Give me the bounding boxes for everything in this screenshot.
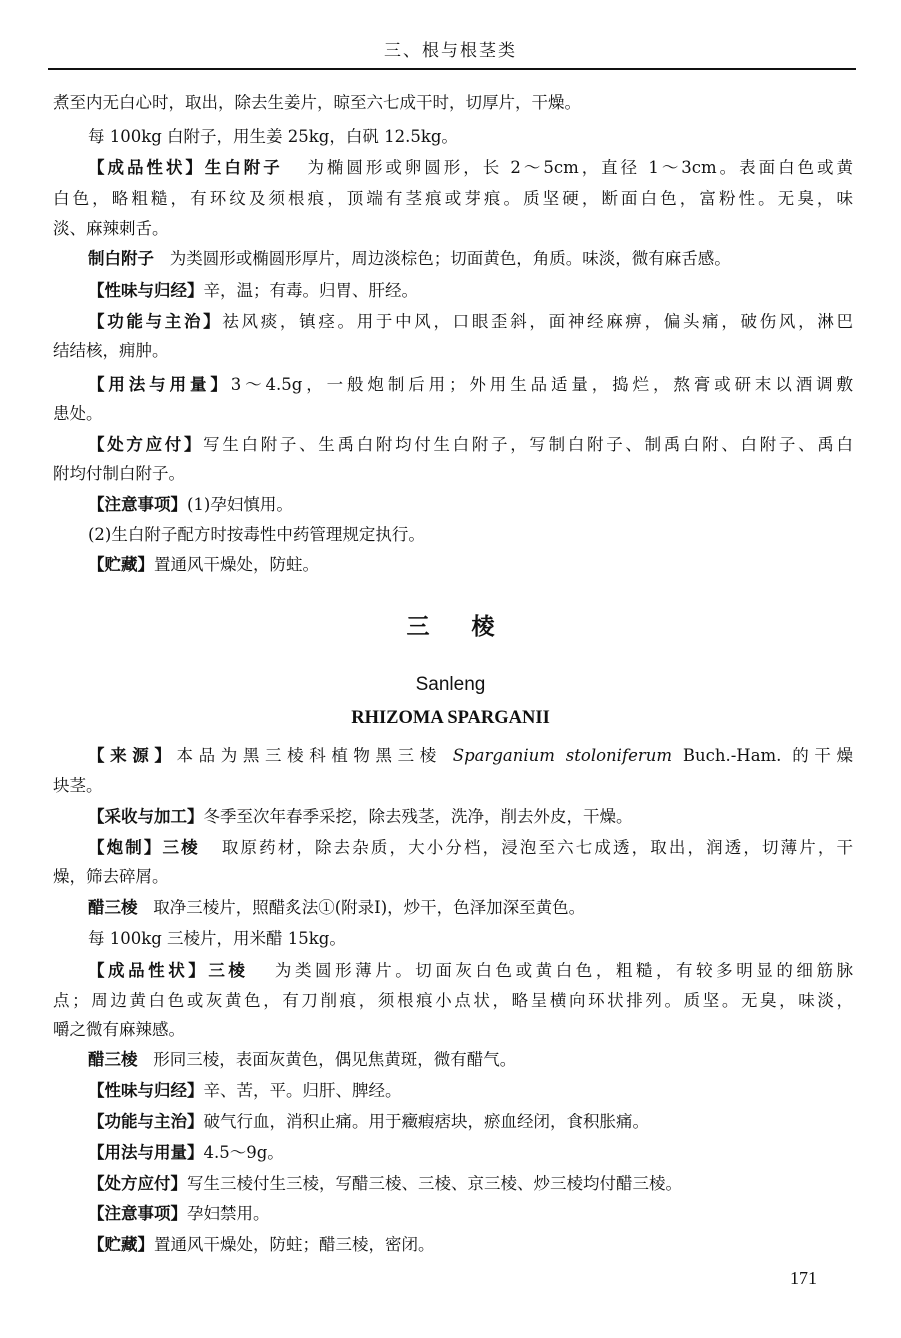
section-text: 置通风干燥处，防蛀；醋三棱，密闭。: [154, 1235, 435, 1254]
section-text: 辛、苦，平。归肝、脾经。: [203, 1081, 402, 1100]
properties-line-3: 嚼之微有麻辣感。: [53, 1020, 185, 1039]
prescription-dispensing: [88, 1173, 853, 1195]
prev-caution-line-1: [88, 494, 853, 516]
nature-meridian: [88, 1080, 853, 1102]
properties-line-1: [88, 960, 853, 982]
prev-nature-meridian: [88, 280, 853, 302]
section-label: 【采收与加工】: [88, 807, 204, 826]
prev-dosage-line-1: [88, 374, 853, 396]
entry-pinyin: Sanleng: [415, 674, 486, 695]
harvest-processing: [88, 806, 853, 828]
section-label: 【性味与归经】: [88, 281, 204, 300]
prev-properties-line-3: 淡、麻辣刺舌。: [53, 219, 169, 238]
section-label: 【性味与归经】: [88, 1081, 204, 1100]
page-number: 171: [790, 1268, 817, 1288]
section-text: 置通风干燥处，防蛀。: [154, 555, 319, 574]
prev-function-line-2: 结结核，痈肿。: [53, 341, 169, 360]
section-text: 3～4.5g，一般炮制后用；外用生品适量，捣烂，熬膏或研末以酒调敷: [230, 375, 853, 394]
section-text: 祛风痰，镇痉。用于中风，口眼歪斜，面神经麻痹，偏头痛，破伤风，淋巴: [222, 312, 854, 331]
storage: [88, 1234, 853, 1256]
subsection-label: 生白附子: [204, 158, 283, 177]
prev-dosage-line-2: 患处。: [53, 404, 103, 423]
section-label: 【炮制】: [88, 838, 163, 857]
cautions: [88, 1203, 853, 1225]
section-text: Buch.-Ham. 的干燥: [672, 746, 854, 765]
prev-properties-line-2: 白色，略粗糙，有环纹及须根痕，顶端有茎痕或芽痕。质坚硬，断面白色，富粉性。无臭，味: [53, 189, 853, 208]
prev-prescription-line-2: 附均付制白附子。: [53, 464, 185, 483]
source-line-2: 块茎。: [53, 776, 103, 795]
prev-prescription-line-1: [88, 434, 853, 456]
section-text: (1)孕妇慎用。: [187, 495, 293, 514]
section-text: 孕妇禁用。: [187, 1204, 270, 1223]
subsection-label: 制白附子: [88, 249, 154, 268]
section-text: 冬季至次年春季采挖，除去残茎，洗净，削去外皮，干燥。: [203, 807, 633, 826]
function-indications: [88, 1111, 853, 1133]
section-text: 辛，温；有毒。归胃、肝经。: [203, 281, 418, 300]
section-text: 为类圆形薄片。切面灰白色或黄白色，粗糙，有较多明显的细筋脉: [274, 961, 854, 980]
vinegar-properties: [88, 1049, 853, 1071]
prev-prepared-properties: [88, 248, 853, 270]
section-label: 【成品性状】: [88, 158, 205, 177]
section-text: 写生白附子、生禹白附均付生白附子，写制白附子、制禹白附、白附子、禹白: [203, 435, 854, 454]
subsection-label: 醋三棱: [88, 1050, 138, 1069]
section-text: 取净三棱片，照醋炙法①(附录Ⅰ)，炒干，色泽加深至黄色。: [153, 898, 586, 917]
section-text: 本品为黑三棱科植物黑三棱: [176, 746, 453, 765]
prev-storage: [88, 554, 853, 576]
section-label: 【贮藏】: [88, 1235, 154, 1254]
section-label: 【注意事项】: [88, 1204, 187, 1223]
section-text: 为类圆形或椭圆形厚片，周边淡棕色；切面黄色，角质。味淡，微有麻舌感。: [169, 249, 731, 268]
section-label: 【功能与主治】: [88, 312, 223, 331]
section-text: 4.5～9g。: [203, 1143, 284, 1162]
section-label: 【成品性状】: [88, 961, 209, 980]
subsection-label: 醋三棱: [88, 898, 138, 917]
vinegar-preparation: [88, 897, 853, 919]
prev-properties-line-1: [88, 157, 853, 179]
section-label: 【贮藏】: [88, 555, 154, 574]
section-text: 形同三棱，表面灰黄色，偶见焦黄斑，微有醋气。: [153, 1050, 517, 1069]
entry-latin-name: RHIZOMA SPARGANII: [351, 708, 550, 728]
prev-ratio-line: 每 100kg 白附子，用生姜 25kg，白矾 12.5kg。: [88, 127, 458, 146]
section-label: 【处方应付】: [88, 435, 204, 454]
running-head: 三、根与根茎类: [384, 41, 517, 61]
preparation-line-2: 燥，筛去碎屑。: [53, 867, 169, 886]
subsection-label: 三棱: [162, 838, 200, 857]
properties-line-2: 点；周边黄白色或灰黄色，有刀削痕，须根痕小点状，略呈横向环状排列。质坚。无臭，味淡，: [53, 991, 853, 1010]
section-label: 【用法与用量】: [88, 375, 231, 394]
preparation-line-1: [88, 837, 853, 859]
subsection-label: 三棱: [208, 961, 249, 980]
prev-processing-line: 煮至内无白心时，取出，除去生姜片，晾至六七成干时，切厚片，干燥。: [53, 93, 581, 112]
section-label: 【来源】: [88, 746, 177, 765]
header-rule: [48, 68, 856, 70]
prev-function-line-1: [88, 311, 853, 333]
section-label: 【功能与主治】: [88, 1112, 204, 1131]
prev-caution-line-2: (2)生白附子配方时按毒性中药管理规定执行。: [88, 525, 425, 544]
vinegar-ratio: 每 100kg 三棱片，用米醋 15kg。: [88, 929, 346, 948]
section-text: 取原药材，除去杂质，大小分档，浸泡至六七成透，取出，润透，切薄片，干: [221, 838, 853, 857]
section-text: 写生三棱付生三棱，写醋三棱、三棱、京三棱、炒三棱均付醋三棱。: [187, 1174, 682, 1193]
section-label: 【注意事项】: [88, 495, 187, 514]
entry-title: 三棱: [406, 614, 537, 640]
section-label: 【用法与用量】: [88, 1143, 204, 1162]
section-text: 为椭圆形或卵圆形，长 2～5cm，直径 1～3cm。表面白色或黄: [307, 158, 854, 177]
usage-dosage: [88, 1142, 853, 1164]
species-name: Sparganium stoloniferum: [452, 746, 672, 765]
section-label: 【处方应付】: [88, 1174, 187, 1193]
source-line-1: [88, 745, 853, 767]
section-text: 破气行血，消积止痛。用于癥瘕痞块，瘀血经闭，食积胀痛。: [203, 1112, 649, 1131]
